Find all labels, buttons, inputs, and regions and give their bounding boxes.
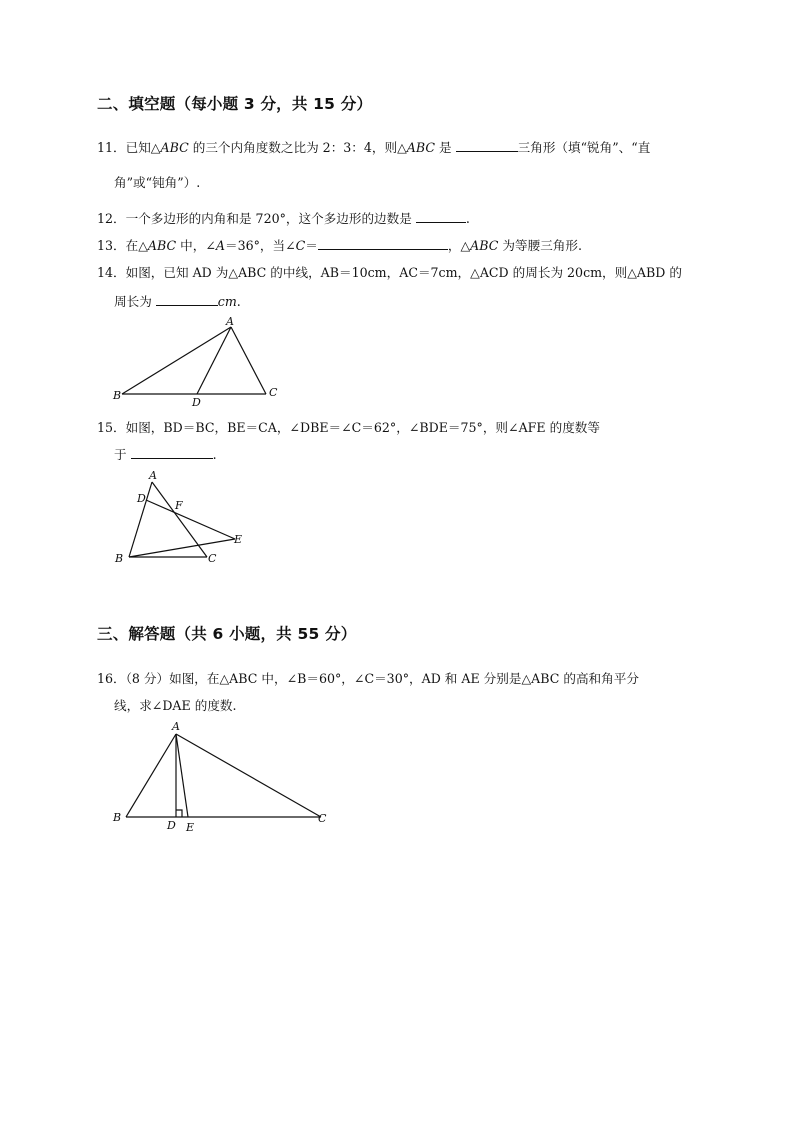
- q16-bisector-ae: [176, 734, 188, 817]
- question-16-line2: 线，求∠DAE 的度数.: [114, 698, 237, 713]
- q14-label-b: B: [113, 389, 122, 402]
- q15-label-b: B: [115, 552, 124, 565]
- q13-text-1: 13．在△: [97, 238, 148, 253]
- q16-label-a: A: [172, 720, 180, 733]
- q13-text-4: ＝: [305, 238, 318, 253]
- q16-figure: [108, 714, 338, 839]
- section3-title: 三、解答题（共 6 小题，共 55 分）: [97, 625, 357, 643]
- q11-abc-2: ABC: [406, 140, 436, 155]
- q15-segment-de: [146, 500, 235, 539]
- q15-label-f: F: [175, 499, 183, 512]
- q11-text-2: 的三个内角度数之比为 2：3：4，则△: [188, 140, 407, 155]
- q13-text-5: ，△: [447, 238, 471, 253]
- q14-unit: cm: [217, 294, 237, 309]
- q13-answer-blank[interactable]: [318, 237, 448, 250]
- q14-text-2: .: [236, 294, 241, 309]
- q12-answer-blank[interactable]: [416, 210, 466, 223]
- question-16-line1: 16．（8 分）如图，在△ABC 中，∠B＝60°，∠C＝30°，AD 和 AE 分别是△ABC 的高和角平分: [97, 671, 639, 686]
- question-11-line2: 角”或“钝角”）.: [114, 175, 201, 190]
- q15-text-2: .: [212, 447, 217, 462]
- question-15-line2: [114, 444, 217, 463]
- question-14-line1: 14．如图，已知 AD 为△ABC 的中线，AB＝10cm，AC＝7cm，△ACD 的周长为 20cm，则△ABD 的: [97, 265, 682, 280]
- q16-label-b: B: [113, 811, 122, 824]
- q13-text-3: ＝36°，当∠: [225, 238, 296, 253]
- q14-text-1: 周长为: [114, 294, 156, 309]
- q15-label-c: C: [208, 552, 217, 565]
- q13-text-2: 中，∠: [176, 238, 216, 253]
- q15-label-e: E: [234, 533, 243, 546]
- q15-label-a: A: [149, 469, 157, 482]
- q11-answer-blank[interactable]: [456, 139, 518, 152]
- q16-side-ab: [126, 734, 176, 817]
- q12-text-1: 12．一个多边形的内角和是 720°，这个多边形的边数是: [97, 211, 416, 226]
- q14-figure: [108, 310, 288, 410]
- q14-label-c: C: [269, 386, 278, 399]
- q11-text-1: 11．已知△: [97, 140, 161, 155]
- section2-title: 二、填空题（每小题 3 分，共 15 分）: [97, 95, 373, 113]
- question-11-line1: [97, 137, 650, 156]
- q14-label-d: D: [192, 396, 201, 409]
- q15-answer-blank[interactable]: [131, 446, 213, 459]
- q14-label-a: A: [226, 315, 234, 328]
- question-14-line2: [114, 291, 241, 310]
- q13-abc: ABC: [147, 238, 177, 253]
- q16-right-angle-mark: [176, 810, 182, 817]
- question-13: [97, 235, 582, 254]
- q15-label-d: D: [137, 492, 146, 505]
- q15-segment-be: [129, 539, 235, 557]
- question-15-line1: 15．如图，BD＝BC，BE＝CA，∠DBE＝∠C＝62°，∠BDE＝75°，则∠AFE 的度数等: [97, 420, 600, 435]
- q16-label-e: E: [186, 821, 195, 834]
- q14-side-ac: [231, 327, 266, 394]
- q16-side-ac: [176, 734, 321, 817]
- q14-answer-blank[interactable]: [156, 293, 218, 306]
- q16-label-d: D: [167, 819, 176, 832]
- q11-text-4: 三角形（填“锐角”、“直: [517, 140, 651, 155]
- q12-text-2: .: [465, 211, 470, 226]
- q11-text-3: 是: [435, 140, 456, 155]
- q13-c: C: [295, 238, 306, 253]
- q13-a: A: [215, 238, 225, 253]
- q13-abc-2: ABC: [470, 238, 499, 253]
- q11-abc-1: ABC: [160, 140, 189, 155]
- question-12: [97, 208, 470, 227]
- q13-text-6: 为等腰三角形.: [498, 238, 582, 253]
- q15-text-1: 于: [114, 447, 131, 462]
- q16-label-c: C: [318, 812, 327, 825]
- q15-figure: [108, 466, 258, 571]
